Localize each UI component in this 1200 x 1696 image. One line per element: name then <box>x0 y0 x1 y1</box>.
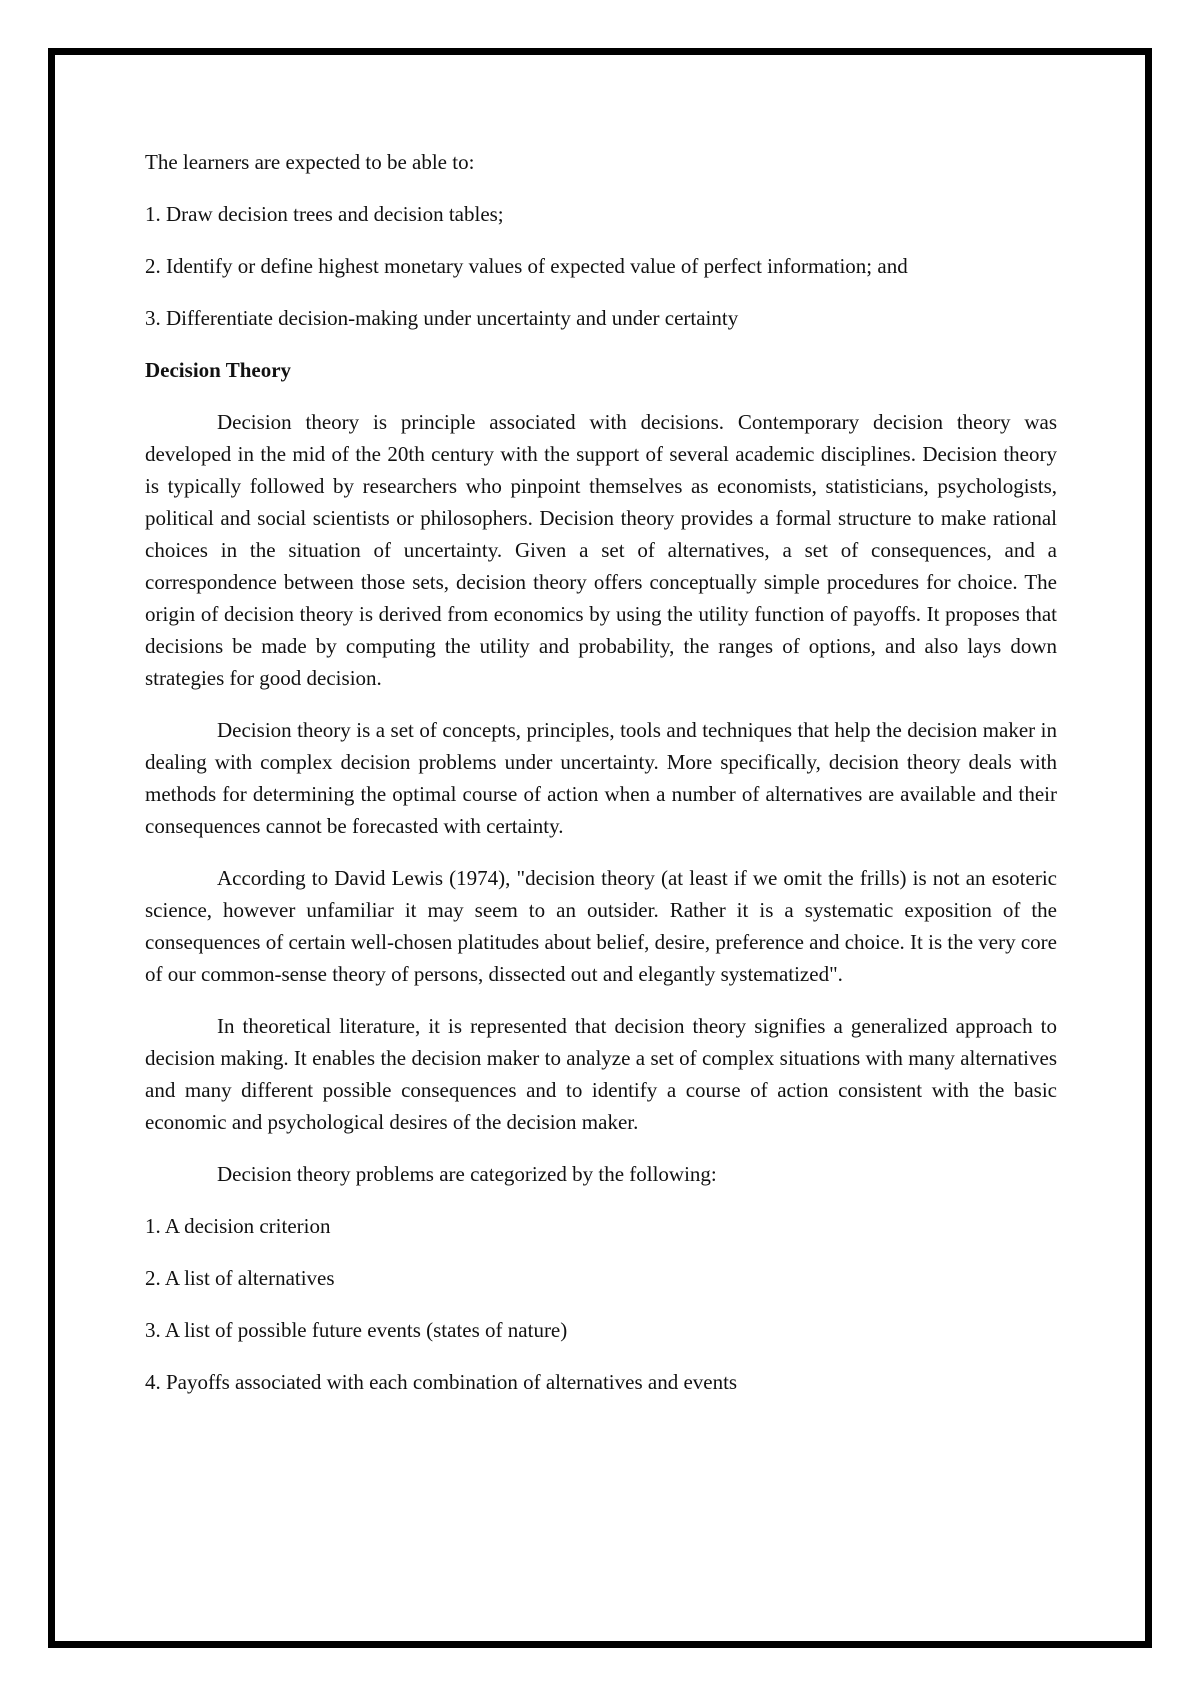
section-title: Decision Theory <box>145 358 292 382</box>
category-item: 3. A list of possible future events (states of nature) <box>145 1318 568 1342</box>
category-item: 1. A decision criterion <box>145 1214 331 1238</box>
objective-item: 3. Differentiate decision-making under uncertainty and under certainty <box>145 306 739 330</box>
intro-text: The learners are expected to be able to: <box>145 150 475 174</box>
paragraph: Decision theory is principle associated with decisions. Contemporary decision theory was developed in the mid of the 20th century with the support of several academic disciplines. Decision theory is typically followed by researchers who pinpoint themselves as economists, statisticians, psychologists, political and social scientists or philosophers. Decision theory provides a formal structure to make rational choices in the situation of uncertainty. Given a set of alternatives, a set of consequences, and a correspondence between those sets, decision theory offers conceptually simple procedures for choice. The origin of decision theory is derived from economics by using the utility function of payoffs. It proposes that decisions be made by computing the utility and probability, the ranges of options, and also lays down strategies for good decision. <box>145 410 1057 690</box>
paragraph: Decision theory problems are categorized by the following: <box>217 1162 717 1186</box>
objective-item: 1. Draw decision trees and decision tables; <box>145 202 504 226</box>
paragraph: In theoretical literature, it is represented that decision theory signifies a generalized approach to decision making. It enables the decision maker to analyze a set of complex situations with many alternatives and many different possible consequences and to identify a course of action consistent with the basic economic and psychological desires of the decision maker. <box>145 1014 1057 1134</box>
objective-item: 2. Identify or define highest monetary values of expected value of perfect information; and <box>145 254 908 278</box>
paragraph: Decision theory is a set of concepts, principles, tools and techniques that help the decision maker in dealing with complex decision problems under uncertainty. More specifically, decision theory deals with methods for determining the optimal course of action when a number of alternatives are available and their consequences cannot be forecasted with certainty. <box>145 718 1057 838</box>
document-body <box>145 146 1057 1418</box>
category-item: 4. Payoffs associated with each combination of alternatives and events <box>145 1370 738 1394</box>
paragraph: According to David Lewis (1974), "decision theory (at least if we omit the frills) is not an esoteric science, however unfamiliar it may seem to an outsider. Rather it is a systematic exposition of the consequences of certain well-chosen platitudes about belief, desire, preference and choice. It is the very core of our common-sense theory of persons, dissected out and elegantly systematized". <box>145 866 1057 986</box>
category-item: 2. A list of alternatives <box>145 1266 335 1290</box>
